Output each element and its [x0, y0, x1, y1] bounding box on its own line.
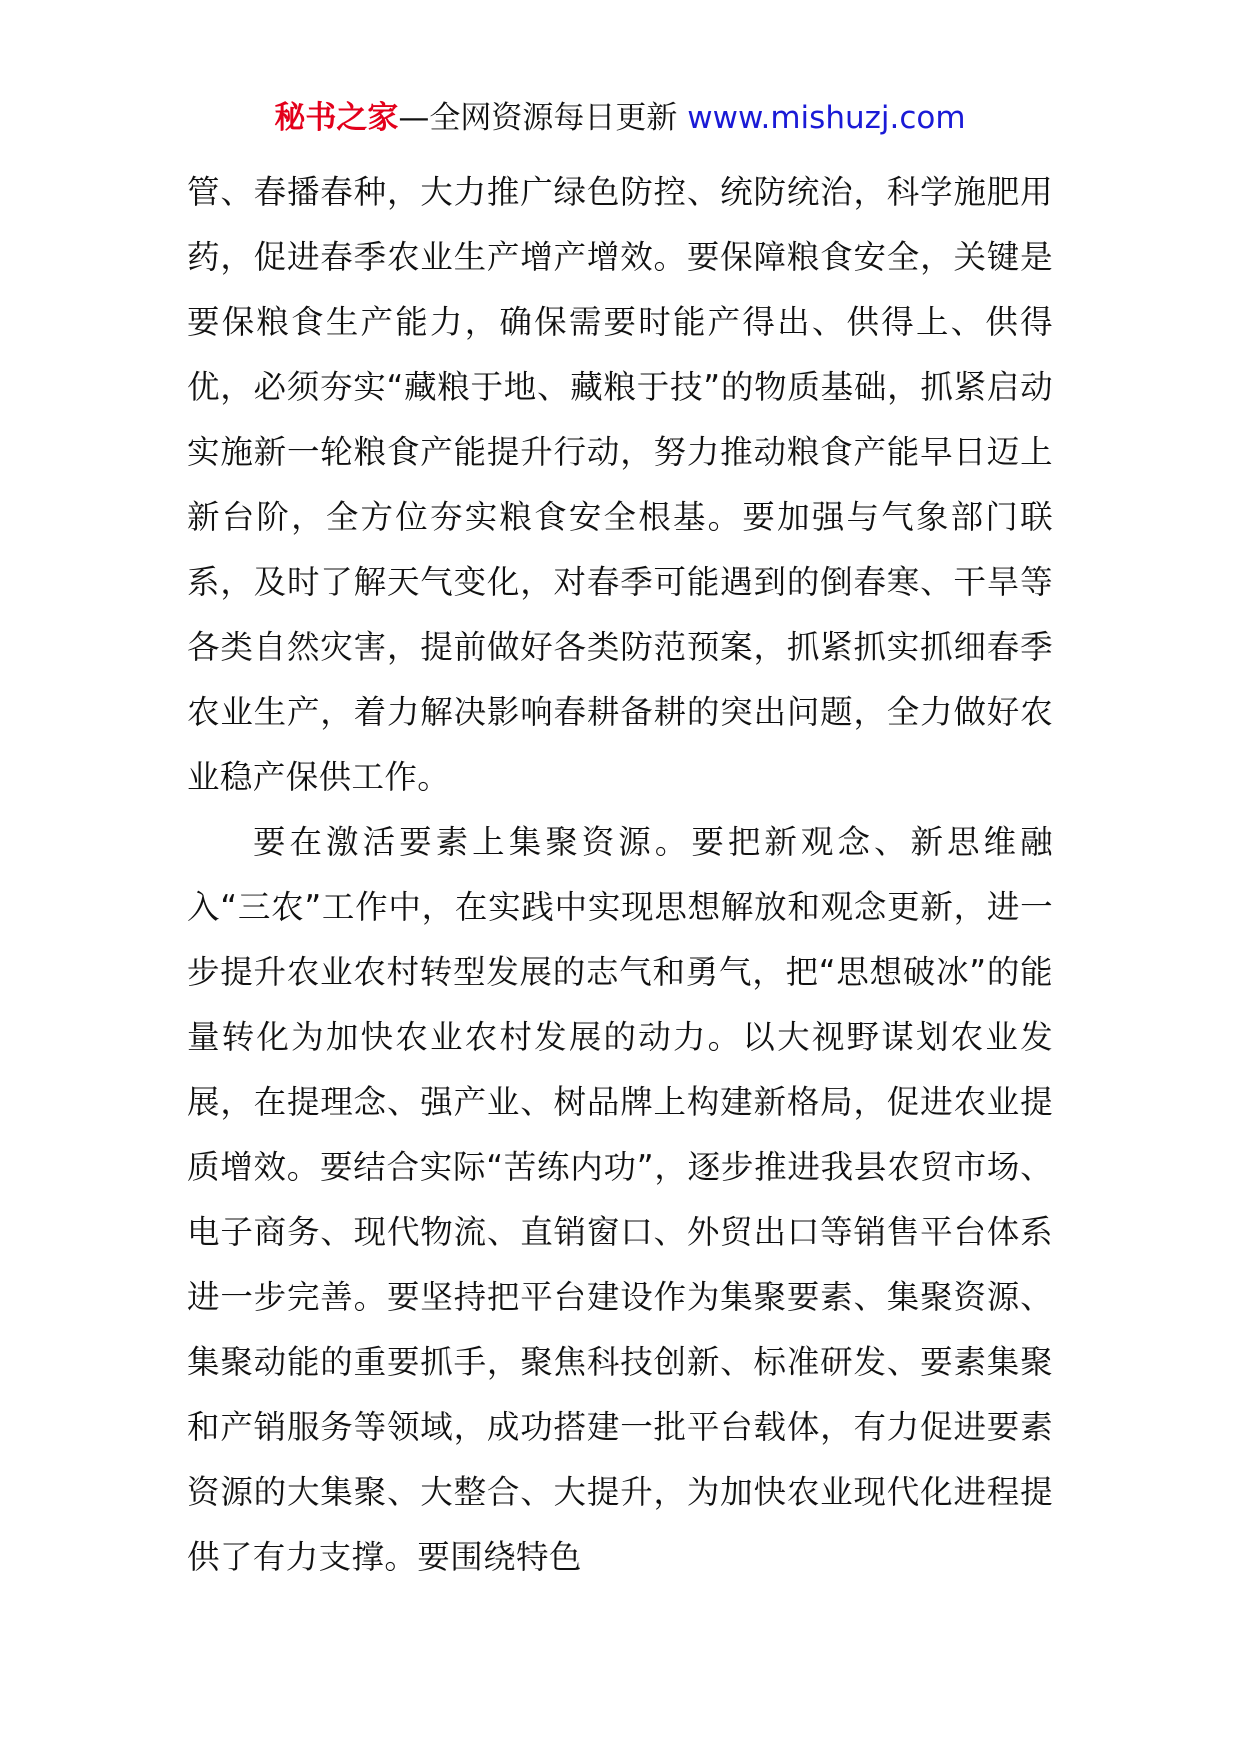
page-header: [0, 98, 1240, 138]
header-tagline: —全网资源每日更新: [398, 100, 688, 136]
website-link[interactable]: www.mishuzj.com: [687, 100, 966, 136]
brand-name: 秘书之家: [274, 100, 399, 136]
paragraph: 要在激活要素上集聚资源。要把新观念、新思维融入“三农”工作中，在实践中实现思想解放和观念更新，进一步提升农业农村转型发展的志气和勇气，把“思想破冰”的能量转化为加快农业农村发展的动力。以大视野谋划农业发展，在提理念、强产业、树品牌上构建新格局，促进农业提质增效。要结合实际“苦练内功”，逐步推进我县农贸市场、电子商务、现代物流、直销窗口、外贸出口等销售平台体系进一步完善。要坚持把平台建设作为集聚要素、集聚资源、集聚动能的重要抓手，聚焦科技创新、标准研发、要素集聚和产销服务等领域，成功搭建一批平台载体，有力促进要素资源的大集聚、大整合、大提升，为加快农业现代化进程提供了有力支撑。要围绕特色: [187, 823, 1053, 1576]
paragraph-continued: 管、春播春种，大力推广绿色防控、统防统治，科学施肥用药，促进春季农业生产增产增效。要保障粮食安全，关键是要保粮食生产能力，确保需要时能产得出、供得上、供得优，必须夯实“藏粮于地、藏粮于技”的物质基础，抓紧启动实施新一轮粮食产能提升行动，努力推动粮食产能早日迈上新台阶，全方位夯实粮食安全根基。要加强与气象部门联系，及时了解天气变化，对春季可能遇到的倒春寒、干旱等各类自然灾害，提前做好各类防范预案，抓紧抓实抓细春季农业生产，着力解决影响春耕备耕的突出问题，全力做好农业稳产保供工作。: [187, 173, 1053, 796]
document-body: [187, 160, 1053, 1590]
